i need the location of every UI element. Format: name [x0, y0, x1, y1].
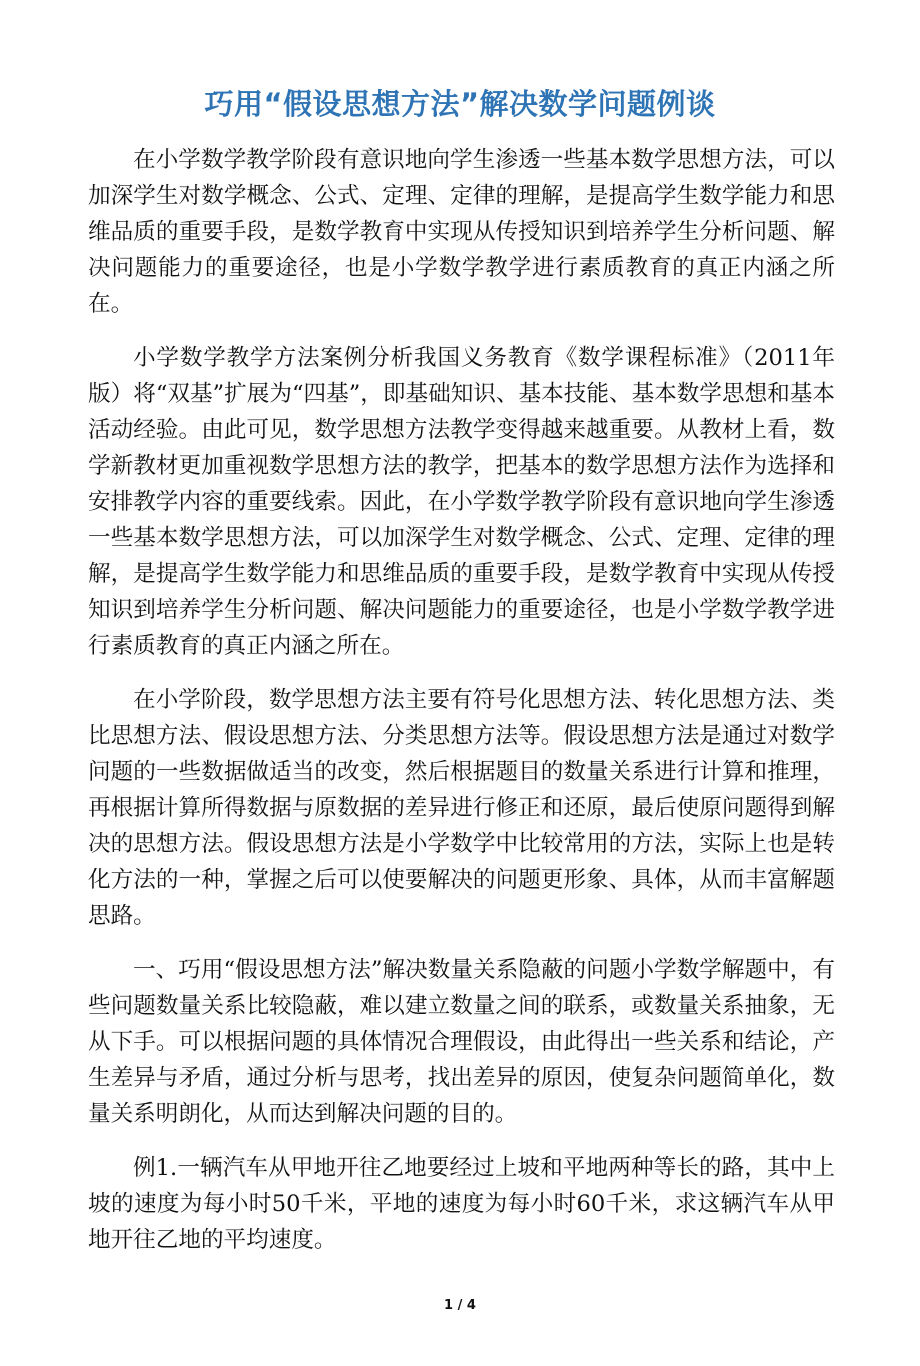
document-title: 巧用“假设思想方法”解决数学问题例谈 — [204, 87, 716, 121]
paragraph: 在小学阶段，数学思想方法主要有符号化思想方法、转化思想方法、类比思想方法、假设思想方法、分类思想方法等。假设思想方法是通过对数学问题的一些数据做适当的改变，然后根据题目的数量关系进行计算和推理，再根据计算所得数据与原数据的差异进行修正和还原，最后使原问题得到解决的思想方法。假设思想方法是小学数学中比较常用的方法，实际上也是转化方法的一种，掌握之后可以使要解决的问题更形象、具体，从而丰富解题思路。 — [88, 687, 835, 929]
page-number: 1 / 4 — [444, 1298, 476, 1313]
paragraph: 一、巧用“假设思想方法”解决数量关系隐蔽的问题小学数学解题中，有些问题数量关系比较隐蔽，难以建立数量之间的联系，或数量关系抽象，无从下手。可以根据问题的具体情况合理假设，由此得出一些关系和结论，产生差异与矛盾，通过分析与思考，找出差异的原因，使复杂问题简单化，数量关系明朗化，从而达到解决问题的目的。 — [88, 957, 835, 1127]
paragraph: 在小学数学教学阶段有意识地向学生渗透一些基本数学思想方法，可以加深学生对数学概念、公式、定理、定律的理解，是提高学生数学能力和思维品质的重要手段，是数学教育中实现从传授知识到培养学生分析问题、解决问题能力的重要途径，也是小学数学教学进行素质教育的真正内涵之所在。 — [88, 147, 835, 317]
page-spacer — [0, 1276, 920, 1296]
paragraph: 例1.一辆汽车从甲地开往乙地要经过上坡和平地两种等长的路，其中上坡的速度为每小时50千米，平地的速度为每小时60千米，求这辆汽车从甲地开往乙地的平均速度。 — [88, 1155, 835, 1253]
paragraph: 小学数学教学方法案例分析我国义务教育《数学课程标准》（2011年版）将“双基”扩展为“四基”，即基础知识、基本技能、基本数学思想和基本活动经验。由此可见，数学思想方法教学变得越来越重要。从教材上看，数学新教材更加重视数学思想方法的教学，把基本的数学思想方法作为选择和安排教学内容的重要线索。因此，在小学数学教学阶段有意识地向学生渗透一些基本数学思想方法，可以加深学生对数学概念、公式、定理、定律的理解，是提高学生数学能力和思维品质的重要手段，是数学教育中实现从传授知识到培养学生分析问题、解决问题能力的重要途径，也是小学数学教学进行素质教育的真正内涵之所在。 — [88, 345, 835, 659]
